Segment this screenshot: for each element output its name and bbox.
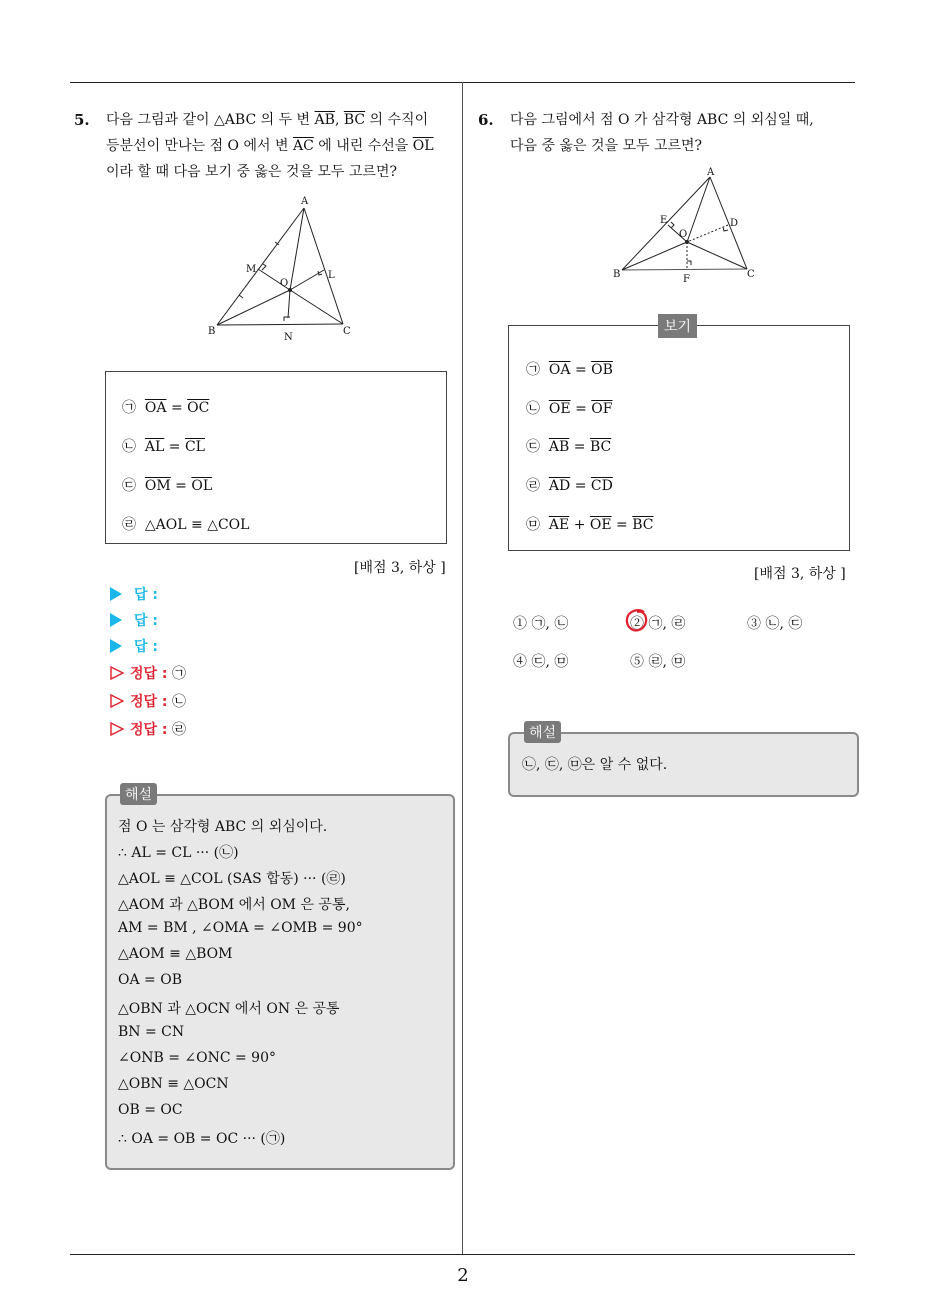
q5-correct-row-3: 정답 : ㉣ (110, 719, 186, 739)
q6-number: 6. (478, 111, 494, 129)
q6-explanation-tag: 해설 (524, 721, 561, 743)
q6-stem-line-1: 다음 그림에서 점 O 가 삼각형 ABC 의 외심일 때, (510, 112, 814, 128)
q5-score: [배점 3, 하상 ] (354, 560, 446, 576)
q6-bogi-tag: 보기 (658, 314, 697, 338)
q6-label-o: O (679, 229, 688, 240)
q5-stem-line-1: 다음 그림과 같이 △ABC 의 두 변 $\overline{AB}$, $\overline{BC}$ 의 수직이 (106, 112, 429, 128)
q5-explanation-tag: 해설 (120, 783, 157, 805)
play-triangle-icon (110, 587, 122, 601)
q5-exp-line-6: △AOM ≡ △BOM (118, 946, 233, 962)
q5-label-b: B (208, 326, 216, 337)
q6-explanation-text: ㉡, ㉢, ㉤은 알 수 없다. (522, 757, 668, 773)
q5-exp-line-10: ∠ONB = ∠ONC = 90° (118, 1050, 276, 1066)
q5-exp-line-9: BN = CN (118, 1024, 185, 1040)
q5-exp-line-1: 점 O 는 삼각형 ABC 의 외심이다. (118, 819, 328, 835)
q5-label-c: C (343, 326, 351, 337)
q5-stem-line-2: 등분선이 만나는 점 O 에서 변 $\overline{AC}$ 에 내린 수선을 $\overline{OL}$ (106, 138, 434, 154)
q5-correct-row-2: 정답 : ㉡ (110, 691, 186, 711)
q5-stem (106, 107, 456, 185)
q6-option-1: ㉠ $\overline{OA} = \overline{OB}$ (526, 362, 613, 378)
q5-label-l: L (328, 270, 335, 281)
outline-triangle-icon (110, 694, 124, 708)
q6-score: [배점 3, 하상 ] (754, 566, 846, 582)
q6-label-d: D (730, 218, 739, 229)
q5-correct-row-1: 정답 : ㉠ (110, 663, 186, 683)
outline-triangle-icon (110, 666, 124, 680)
q6-option-4: ㉣ $\overline{AD} = \overline{CD}$ (526, 478, 613, 494)
q6-option-5: ㉤ $\overline{AE} + \overline{OE} = \overline{BC}$ (526, 517, 654, 533)
q5-exp-line-2: ∴ AL = CL ··· (㉡) (118, 845, 239, 861)
q5-option-3: ㉢ $\overline{OM} = \overline{OL}$ (122, 478, 213, 494)
q6-option-3: ㉢ $\overline{AB} = \overline{BC}$ (526, 439, 612, 455)
q5-exp-line-8: △OBN 과 △OCN 에서 ON 은 공통 (118, 1001, 340, 1017)
q5-answer-row-2[interactable]: 답 : (110, 610, 158, 630)
q6-choice-4[interactable]: ④ ㉢, ㉤ (513, 654, 569, 670)
q6-figure (605, 165, 765, 290)
q5-label-o: O (280, 278, 289, 289)
q6-choice-3[interactable]: ③ ㉡, ㉢ (747, 616, 803, 632)
q5-figure (200, 190, 370, 350)
q5-exp-line-3: △AOL ≡ △COL (SAS 합동) ··· (㉣) (118, 871, 346, 887)
q5-option-2: ㉡ $\overline{AL} = \overline{CL}$ (122, 439, 205, 455)
q6-choice-1[interactable]: ① ㉠, ㉡ (513, 616, 569, 632)
q6-label-b: B (613, 269, 621, 280)
q5-exp-line-11: △OBN ≡ △OCN (118, 1076, 229, 1092)
q5-option-4: ㉣ △AOL ≡ △COL (122, 517, 250, 533)
q6-label-e: E (660, 215, 668, 226)
q6-choice-2[interactable]: ② ㉠, ㉣ (630, 616, 686, 632)
q6-stem-line-2: 다음 중 옳은 것을 모두 고르면? (510, 138, 703, 154)
page-number: 2 (457, 1265, 469, 1286)
q6-option-2: ㉡ $\overline{OE} = \overline{OF}$ (526, 401, 613, 417)
play-triangle-icon (110, 639, 122, 653)
q5-exp-line-7: OA = OB (118, 972, 182, 988)
outline-triangle-icon (110, 722, 124, 736)
q5-stem-line-3: 이라 할 때 다음 보기 중 옳은 것을 모두 고르면? (106, 164, 397, 180)
q6-label-c: C (747, 269, 755, 280)
q5-exp-line-13: ∴ OA = OB = OC ··· (㉠) (118, 1131, 286, 1147)
play-triangle-icon (110, 613, 122, 627)
q5-label-m: M (246, 264, 257, 275)
q5-answer-row-3[interactable]: 답 : (110, 636, 158, 656)
q5-exp-line-12: OB = OC (118, 1102, 183, 1118)
q5-option-1: ㉠ $\overline{OA} = \overline{OC}$ (122, 400, 210, 416)
q6-label-f: F (683, 274, 690, 285)
q6-stem (510, 107, 860, 159)
bottom-rule (70, 1254, 855, 1255)
q6-choice-5[interactable]: ⑤ ㉣, ㉤ (630, 654, 686, 670)
q5-number: 5. (74, 111, 90, 129)
q5-answer-row-1[interactable]: 답 : (110, 584, 158, 604)
q5-label-a: A (301, 196, 309, 207)
q5-label-n: N (284, 332, 293, 343)
q5-exp-line-4: △AOM 과 △BOM 에서 OM 은 공통, (118, 897, 350, 913)
q6-label-a: A (707, 167, 715, 178)
answer-circle-mark-icon (624, 608, 650, 634)
q5-exp-line-5: AM = BM , ∠OMA = ∠OMB = 90° (118, 920, 363, 936)
column-divider (462, 82, 463, 1254)
